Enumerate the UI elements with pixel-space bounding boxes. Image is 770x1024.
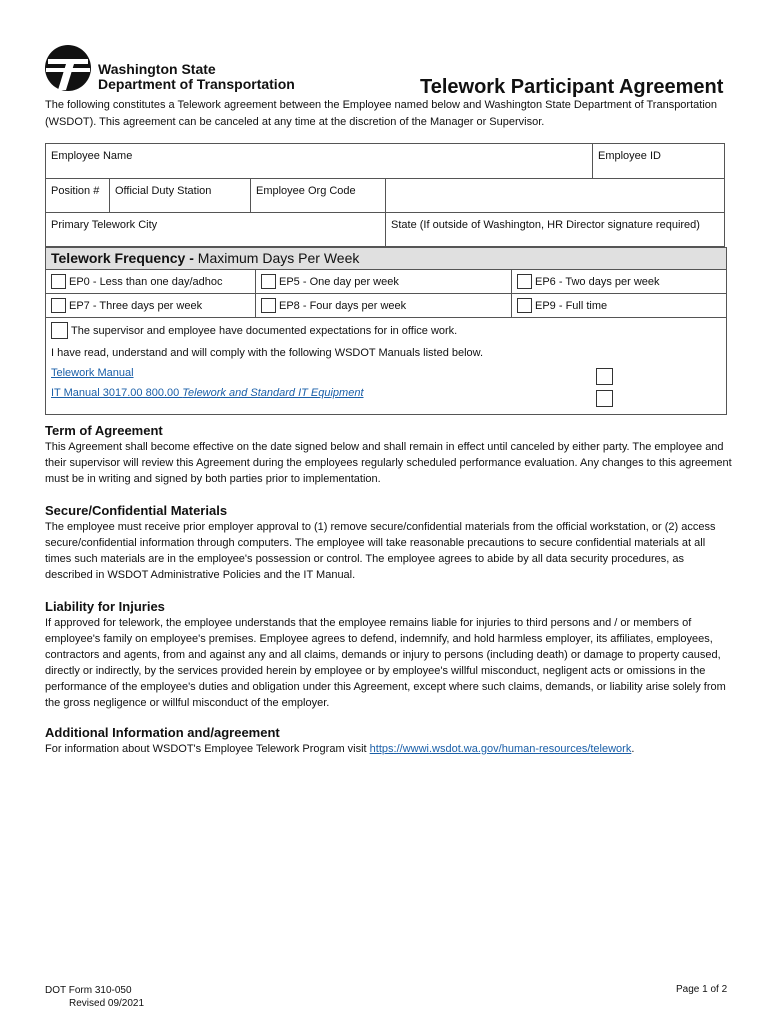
telework-frequency-section [45,247,727,415]
expectations-label: The supervisor and employee have documented expectations for in office work. [71,324,458,337]
telework-program-link[interactable]: https://wwwi.wsdot.wa.gov/human-resources/telework [369,743,632,755]
intro-text: The following constitutes a Telework agreement between the Employee named below and Washington State Department of Transportation (WSDOT). This agreement can be canceled at any time at the discretion of the Manager or Supervisor. [45,99,717,128]
additional-end: . [631,743,635,755]
form-info [45,984,144,1010]
additional-text: For information about WSDOT's Employee Telework Program visit [45,743,370,755]
employee-id-field[interactable] [593,144,725,179]
checkbox-ep6[interactable] [517,274,532,289]
position-label: Position # [51,185,100,197]
frequency-row-2 [46,294,726,318]
secure-heading: Secure/Confidential Materials [45,503,228,518]
manuals-intro: I have read, understand and will comply with the following WSDOT Manuals listed below. [51,347,484,359]
secure-paragraph: The employee must receive prior employer approval to (1) remove secure/confidential materials from the official workstation, or (2) access secure/confidential information through computers. The employee will take reasonable precautions to secure confidential materials at all times such materials are in the employee's possession or control. The employee agrees to abide by all data security procedures, as described in WSDOT Administrative Policies and the IT Manual. [45,521,716,581]
checkbox-ep5[interactable] [261,274,276,289]
option-ep6-label: EP6 - Two days per week [535,275,660,288]
term-heading: Term of Agreement [45,423,163,438]
checkbox-ep7[interactable] [51,298,66,313]
frequency-header [46,248,726,270]
expectations-line [51,322,721,339]
additional-heading: Additional Information and/agreement [45,725,280,740]
checkbox-ep8[interactable] [261,298,276,313]
term-paragraph: This Agreement shall become effective on the date signed below and shall remain in effect until canceled by either party. The employee and their supervisor will review this Agreement during the employees regularly scheduled performance evaluation. Any changes to this agreement must be in writing and signed by both parties prior to implementation. [45,441,732,485]
state-label: State (If outside of Washington, HR Director signature required) [391,219,700,231]
option-ep7[interactable] [46,294,256,317]
employee-id-label: Employee ID [598,150,661,162]
checkbox-telework-manual[interactable] [596,368,613,385]
liability-heading: Liability for Injuries [45,599,165,614]
document-title: Telework Participant Agreement [420,76,724,98]
it-manual-link-italic: Telework and Standard IT Equipment [182,387,364,399]
logo-line-1: Washington State [98,61,216,77]
duty-station-label: Official Duty Station [115,185,212,197]
logo-text [98,62,295,92]
checkbox-ep0[interactable] [51,274,66,289]
option-ep0-label: EP0 - Less than one day/adhoc [69,275,223,288]
liability-paragraph: If approved for telework, the employee understands that the employee remains liable for injuries to third persons and / or members of employee's family on employee's premises. Employee agrees to defend, indemnify, and hold harmless employer, its affiliates, employees, contractors and agents, from and against any and all claims, demands or injury to persons (including death) or damage to property caused, directly or indirectly, by the services provided herein by employee or by employee's willful misconduct, negligent acts or omissions in the performance of the employee's duties and obligation under this Agreement, except where such claims, demands, or liability arise solely from the gross negligence or willful misconduct of the employer. [45,617,726,709]
employee-info-table [45,143,725,247]
employee-name-field[interactable] [46,144,593,179]
option-ep0[interactable] [46,270,256,293]
frequency-title-rest: Maximum Days Per Week [193,250,360,266]
telework-city-label: Primary Telework City [51,219,158,231]
option-ep5[interactable] [256,270,512,293]
frequency-title-bold: Telework Frequency - [51,250,194,266]
wsdot-logo-icon [44,44,92,92]
frequency-row-1 [46,270,726,294]
it-manual-link-prefix: IT Manual 3017.00 800.00 [51,387,183,399]
option-ep8-label: EP8 - Four days per week [279,299,407,312]
additional-paragraph [45,741,733,757]
telework-manual-link[interactable]: Telework Manual [51,367,134,379]
acknowledgement-section [46,318,726,414]
checkbox-it-manual[interactable] [596,390,613,407]
logo-line-2: Department of Transportation [98,76,295,92]
option-ep6[interactable] [512,270,726,293]
form-number: DOT Form 310-050 [45,985,132,996]
option-ep5-label: EP5 - One day per week [279,275,399,288]
org-code-value-field[interactable] [386,179,725,213]
option-ep8[interactable] [256,294,512,317]
employee-name-label: Employee Name [51,150,133,162]
form-revised: Revised 09/2021 [69,998,145,1009]
option-ep9[interactable] [512,294,726,317]
option-ep7-label: EP7 - Three days per week [69,299,203,312]
checkbox-expectations[interactable] [51,322,68,339]
state-field[interactable] [386,213,725,247]
position-field[interactable] [46,179,110,213]
option-ep9-label: EP9 - Full time [535,299,608,312]
it-manual-link[interactable] [51,387,364,399]
telework-city-field[interactable] [46,213,386,247]
duty-station-field[interactable] [110,179,251,213]
org-code-label: Employee Org Code [256,185,356,197]
page-number: Page 1 of 2 [676,984,728,995]
checkbox-ep9[interactable] [517,298,532,313]
org-code-field[interactable] [251,179,386,213]
